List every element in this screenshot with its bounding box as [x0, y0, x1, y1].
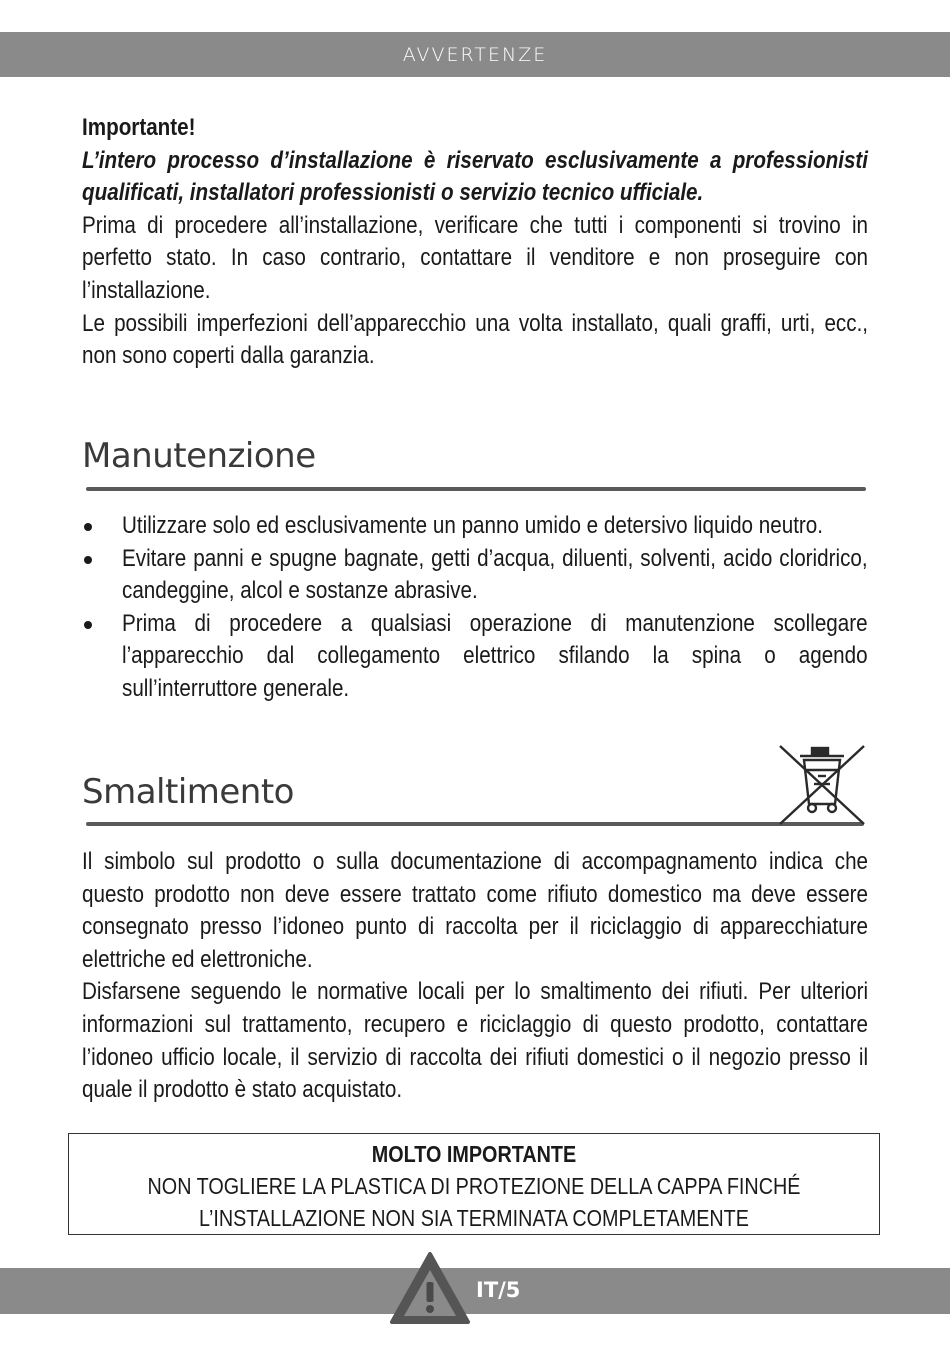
- disposal-paragraph-2: Disfarsene seguendo le normative locali per lo smaltimento dei rifiuti. Per ulteriori informazioni sul trattamento, recupero e riciclaggio di questo prodotto, contattare l’idoneo ufficio locale, il servizio di raccolta dei rifiuti domestici o il negozio presso il quale il prodotto è stato acquistato.: [82, 978, 869, 1104]
- list-item: [82, 510, 868, 543]
- list-item: [82, 608, 868, 706]
- list-item-text: Prima di procedere a qualsiasi operazione di manutenzione scollegare l’apparecchio dal collegamento elettrico sfilando la spina o agendo sull’interruttore generale.: [122, 609, 868, 702]
- intro-emphasis: L’intero processo d’installazione è riservato esclusivamente a professionisti qualificati, installatori professionisti o servizio tecnico ufficiale.: [82, 146, 869, 207]
- notice-line-1: NON TOGLIERE LA PLASTICA DI PROTEZIONE DELLA CAPPA FINCHÉ: [147, 1173, 801, 1199]
- notice-line-2: L’INSTALLAZIONE NON SIA TERMINATA COMPLETAMENTE: [199, 1205, 749, 1231]
- maintenance-title: Manutenzione: [82, 436, 316, 476]
- bullet-icon: [84, 556, 92, 564]
- list-item: [82, 543, 868, 608]
- footer-bar: [0, 1268, 950, 1314]
- disposal-title: Smaltimento: [82, 772, 294, 812]
- intro-section: [82, 112, 868, 373]
- page-number: IT/5: [476, 1278, 521, 1302]
- bullet-icon: [84, 523, 92, 531]
- disposal-rule: [86, 822, 864, 826]
- list-item-text: Utilizzare solo ed esclusivamente un panno umido e detersivo liquido neutro.: [122, 512, 824, 539]
- maintenance-rule: [86, 487, 866, 491]
- maintenance-list: [82, 510, 868, 706]
- list-item-text: Evitare panni e spugne bagnate, getti d’acqua, diluenti, solventi, acido cloridrico, candeggine, alcol e sostanze abrasive.: [122, 544, 868, 605]
- warning-triangle-icon: [388, 1250, 472, 1328]
- disposal-paragraph-1: Il simbolo sul prodotto o sulla documentazione di accompagnamento indica che questo prodotto non deve essere trattato come rifiuto domestico ma deve essere consegnato presso l’idoneo punto di raccolta per il riciclaggio di apparecchiature elettriche ed elettroniche.: [82, 848, 869, 973]
- notice-title: MOLTO IMPORTANTE: [371, 1141, 577, 1167]
- bullet-icon: [84, 621, 92, 629]
- weee-crossed-bin-icon: [776, 742, 868, 828]
- intro-heading: Importante!: [82, 114, 196, 141]
- header-title: AVVERTENZE: [402, 43, 548, 66]
- disposal-text: [82, 846, 868, 1107]
- notice-box: [68, 1133, 880, 1235]
- intro-paragraph-2: Le possibili imperfezioni dell’apparecchio una volta installato, quali graffi, urti, ecc., non sono coperti dalla garanzia.: [82, 309, 869, 370]
- header-bar: [0, 32, 950, 77]
- intro-paragraph-1: Prima di procedere all’installazione, verificare che tutti i componenti si trovino in perfetto stato. In caso contrario, contattare il venditore e non proseguire con l’installazione.: [82, 211, 869, 304]
